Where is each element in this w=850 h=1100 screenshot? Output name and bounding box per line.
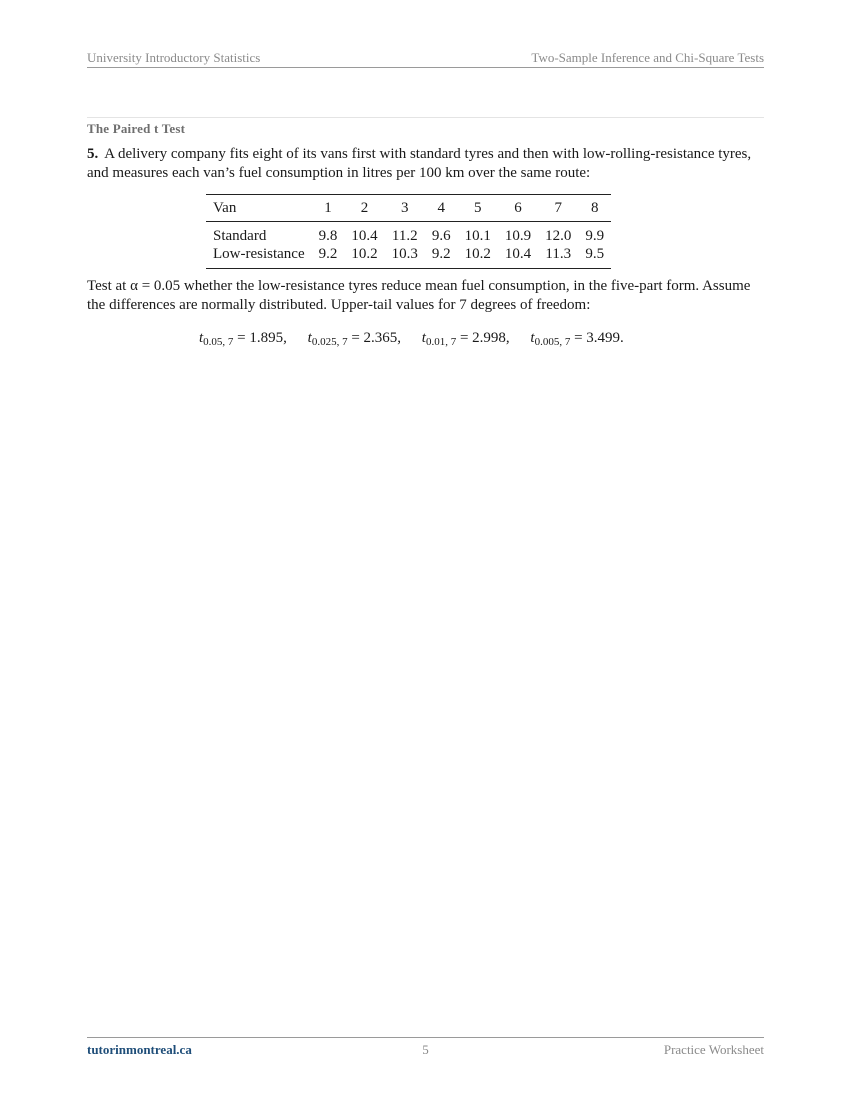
table-row — [206, 245, 611, 269]
table-cell: 11.2 — [391, 227, 418, 244]
section-title: The Paired t Test — [87, 121, 186, 136]
critical-value-item — [530, 330, 623, 346]
t-subscript: 0.005, 7 — [534, 336, 571, 348]
problem-text: A delivery company fits eight of its vans first with standard tyres and then with low-rolling-resistance tyres, and measures each van’s fuel consumption in litres per 100 km over the same route: — [87, 146, 752, 181]
table-cell: 9.6 — [431, 227, 451, 244]
footer-site-link[interactable]: tutorinmontreal.ca — [87, 1042, 192, 1057]
footer-label: Practice Worksheet — [663, 1042, 764, 1057]
page-footer — [87, 1042, 764, 1060]
table-header-cell: 7 — [538, 195, 578, 222]
t-symbol: t — [199, 330, 204, 346]
problem-statement — [87, 145, 767, 183]
table-cell: 10.4 — [504, 245, 532, 262]
critical-value-item — [308, 330, 401, 346]
footer-divider — [87, 1037, 764, 1038]
table-cell: 9.2 — [318, 245, 338, 262]
table-cell: 10.4 — [351, 227, 378, 244]
table-header-cell: Van — [206, 195, 312, 222]
t-symbol: t — [307, 330, 312, 346]
test-instructions: Test at α = 0.05 whether the low-resistance tyres reduce mean fuel consumption, in the five-part form. Assume the differences are normally distributed. Upper-tail values for 7 degrees of freedom: — [87, 278, 751, 313]
table-header-cell: 3 — [385, 195, 425, 222]
critical-values — [199, 330, 641, 348]
t-subscript: 0.05, 7 — [203, 336, 234, 348]
t-subscript: 0.01, 7 — [425, 336, 457, 348]
critical-value: = 2.998, — [459, 330, 510, 346]
table-header-cell: 4 — [425, 195, 458, 222]
t-symbol: t — [530, 330, 535, 346]
t-subscript: 0.025, 7 — [311, 336, 348, 348]
fuel-consumption-table — [206, 194, 611, 269]
problem-number: 5. — [87, 146, 99, 162]
table-header-cell: 5 — [458, 195, 498, 222]
table-cell: 10.3 — [391, 245, 418, 262]
section-divider — [87, 117, 764, 118]
table-cell: 9.8 — [318, 227, 338, 244]
table-header-row — [206, 195, 611, 222]
table-cell: 11.3 — [545, 245, 572, 262]
table-cell: 10.1 — [464, 227, 491, 244]
table-row — [206, 222, 611, 246]
critical-value: = 3.499. — [574, 330, 624, 346]
table-cell: 9.9 — [585, 227, 605, 244]
table-header-cell: 1 — [312, 195, 345, 222]
t-symbol: t — [421, 330, 426, 346]
critical-value-item — [422, 330, 510, 346]
table-cell: 9.5 — [585, 245, 605, 262]
table-cell: 10.2 — [464, 245, 491, 262]
page-header — [87, 50, 764, 66]
table-header-cell: 8 — [578, 195, 611, 222]
table-cell: 12.0 — [545, 227, 572, 244]
header-divider — [87, 67, 764, 68]
row-label: Standard — [213, 227, 267, 244]
critical-value: = 1.895, — [237, 330, 287, 346]
table-cell: 9.2 — [431, 245, 451, 262]
row-label: Low-resistance — [213, 245, 305, 262]
table-cell: 10.9 — [504, 227, 532, 244]
critical-value-item — [199, 330, 287, 346]
page-number: 5 — [422, 1042, 429, 1057]
table-header-cell: 6 — [498, 195, 538, 222]
table-cell: 10.2 — [351, 245, 378, 262]
critical-value: = 2.365, — [351, 330, 402, 346]
header-chapter-title: Two-Sample Inference and Chi-Square Tests — [531, 50, 764, 65]
header-course-title: University Introductory Statistics — [87, 50, 261, 65]
table-header-cell: 2 — [344, 195, 384, 222]
